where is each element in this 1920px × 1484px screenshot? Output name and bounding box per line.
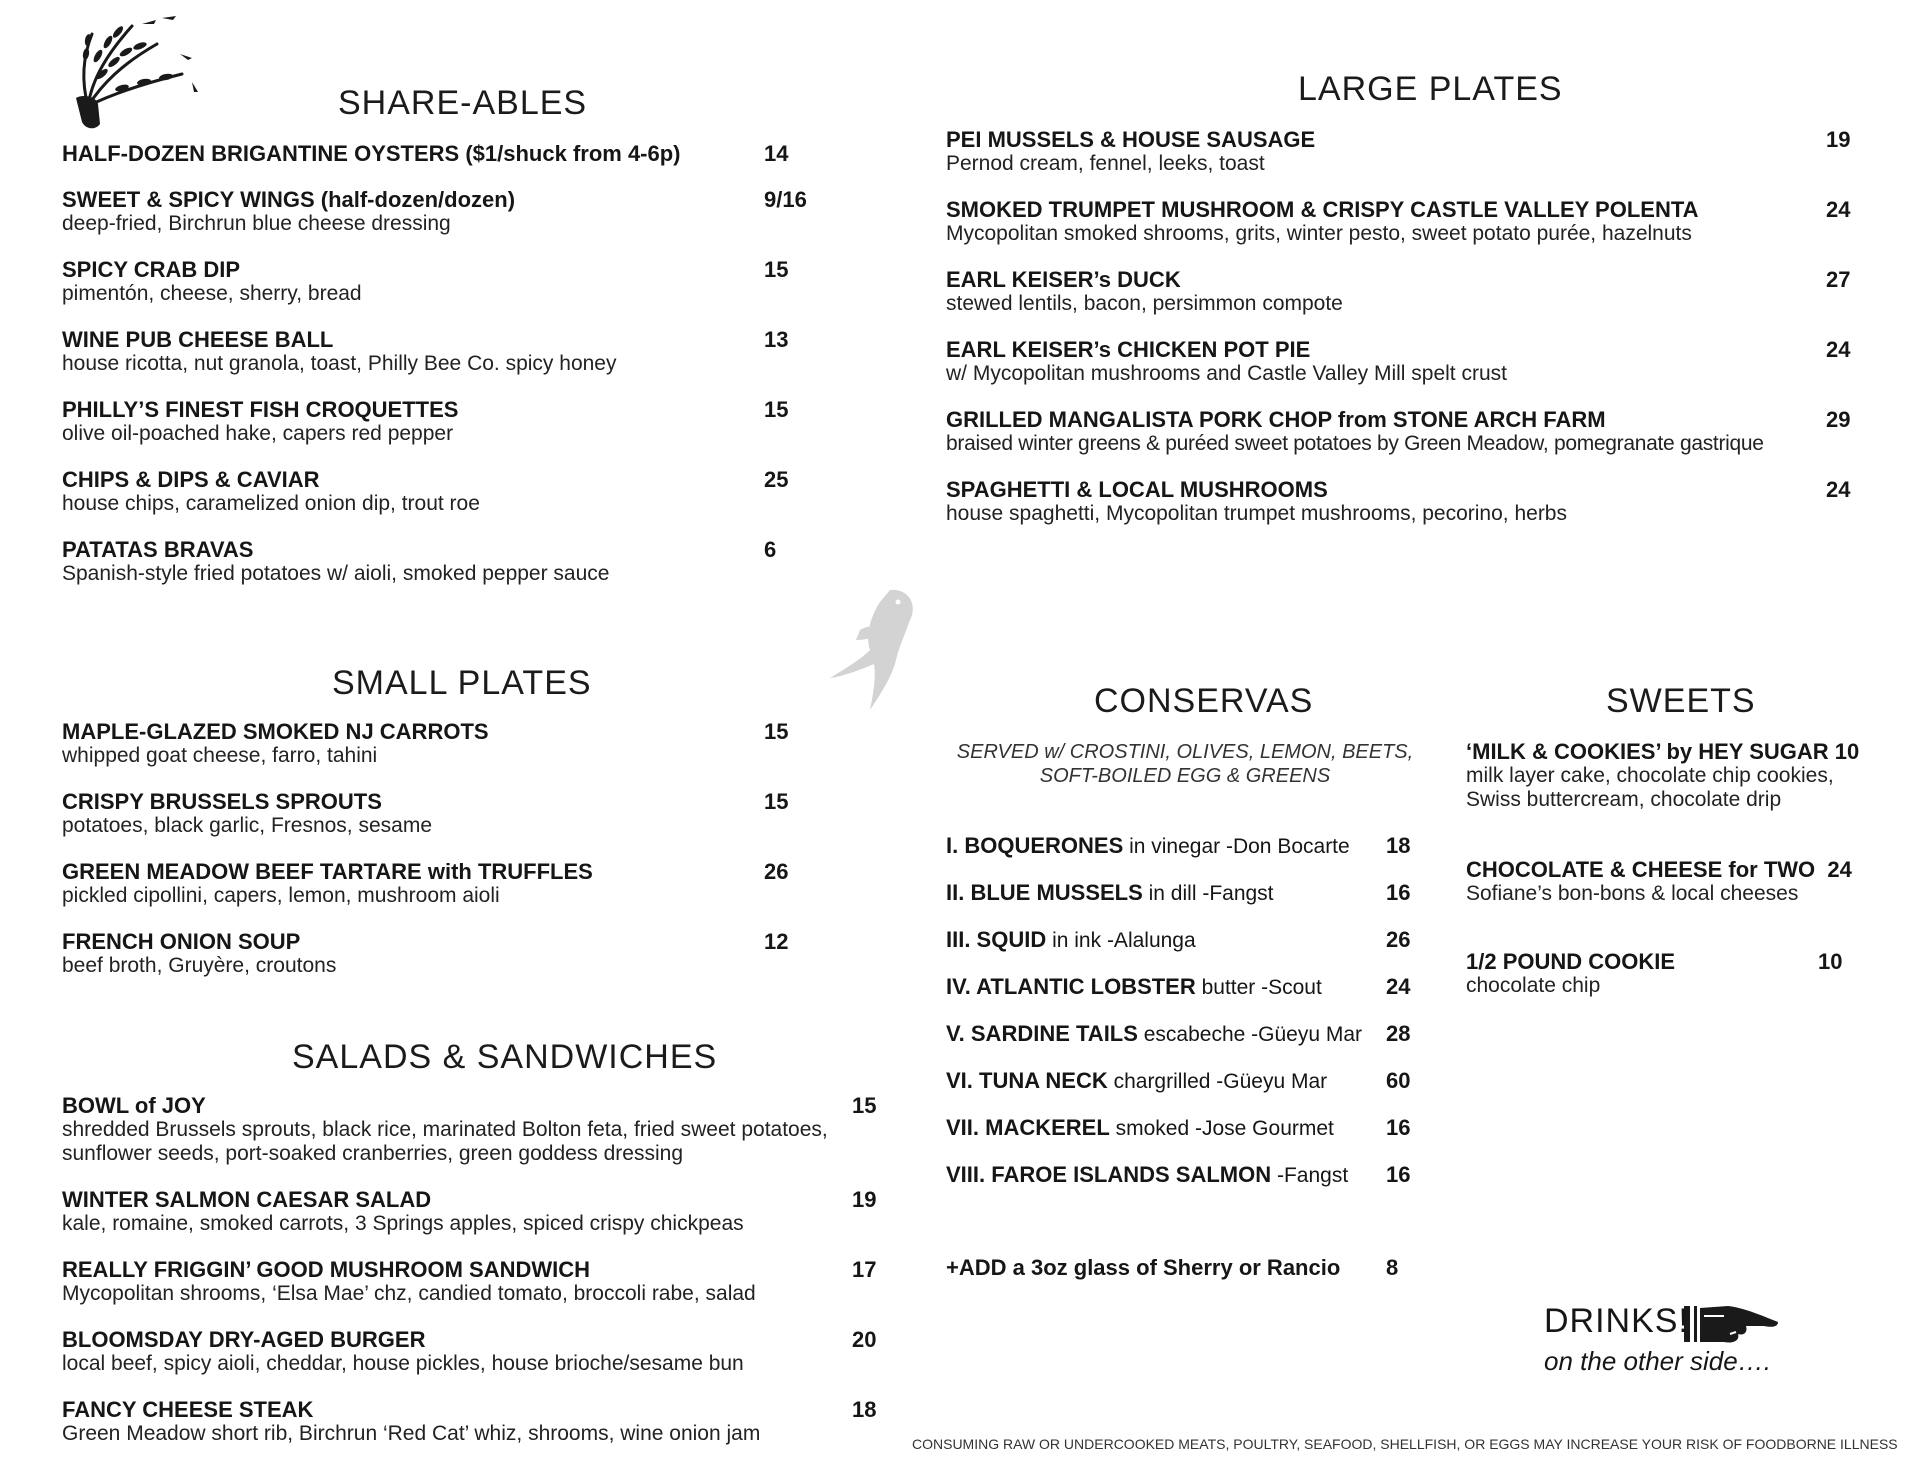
item-name: EARL KEISER’s CHICKEN POT PIE bbox=[946, 337, 1311, 362]
item-description: local beef, spicy aioli, cheddar, house pickles, house brioche/sesame bun bbox=[62, 1352, 744, 1375]
item-price: 10 bbox=[1818, 949, 1843, 974]
conserva-detail: butter -Scout bbox=[1195, 976, 1322, 999]
item-description: Mycopolitan shrooms, ‘Elsa Mae’ chz, candied tomato, broccoli rabe, salad bbox=[62, 1282, 756, 1305]
wheat-hand-icon bbox=[52, 14, 202, 134]
item-description: braised winter greens & puréed sweet potatoes by Green Meadow, pomegranate gastrique bbox=[946, 432, 1764, 455]
item-description: Pernod cream, fennel, leeks, toast bbox=[946, 152, 1265, 175]
add-sherry-label: +ADD a 3oz glass of Sherry or Rancio bbox=[946, 1255, 1341, 1280]
item-description: pimentón, cheese, sherry, bread bbox=[62, 282, 362, 305]
conserva-detail: in vinegar -Don Bocarte bbox=[1123, 835, 1350, 858]
item-name: HALF-DOZEN BRIGANTINE OYSTERS ($1/shuck from 4-6p) bbox=[62, 141, 681, 166]
conserva-detail: escabeche -Güeyu Mar bbox=[1137, 1023, 1363, 1046]
item-name: PATATAS BRAVAS bbox=[62, 537, 254, 562]
conserva-price: 16 bbox=[1386, 1115, 1411, 1140]
item-description: pickled cipollini, capers, lemon, mushroom aioli bbox=[62, 884, 500, 907]
item-name: BOWL of JOY bbox=[62, 1093, 206, 1118]
item-name: EARL KEISER’s DUCK bbox=[946, 267, 1181, 292]
menu-item bbox=[62, 188, 515, 236]
menu-item bbox=[62, 328, 616, 376]
conserva-item bbox=[946, 1069, 1327, 1094]
item-description: Swiss buttercream, chocolate drip bbox=[1466, 788, 1782, 811]
menu-item bbox=[62, 860, 593, 908]
conserva-name: I. BOQUERONES bbox=[946, 833, 1124, 858]
menu-item bbox=[946, 338, 1507, 386]
item-price: 27 bbox=[1826, 267, 1851, 292]
drinks-subtitle: on the other side…. bbox=[1544, 1346, 1771, 1376]
conservas-served-with bbox=[940, 740, 1430, 788]
menu-item bbox=[62, 258, 362, 306]
conserva-price: 18 bbox=[1386, 833, 1411, 858]
menu-item bbox=[62, 398, 458, 446]
item-description: kale, romaine, smoked carrots, 3 Springs apples, spiced crispy chickpeas bbox=[62, 1212, 744, 1235]
menu-item bbox=[946, 408, 1764, 456]
menu-item bbox=[62, 1094, 828, 1166]
item-name-with-price bbox=[1466, 740, 1859, 764]
item-price: 13 bbox=[764, 327, 789, 352]
item-name: CHOCOLATE & CHEESE for TWO bbox=[1466, 857, 1816, 882]
conserva-name: III. SQUID bbox=[946, 927, 1047, 952]
item-description: house chips, caramelized onion dip, trout roe bbox=[62, 492, 480, 515]
item-description: Green Meadow short rib, Birchrun ‘Red Cat’ whiz, shrooms, wine onion jam bbox=[62, 1422, 761, 1445]
menu-item bbox=[946, 268, 1343, 316]
menu-item bbox=[1466, 858, 1852, 906]
item-price: 15 bbox=[852, 1093, 877, 1118]
item-price: 17 bbox=[852, 1257, 877, 1282]
large-plates-title: LARGE PLATES bbox=[1298, 70, 1563, 108]
item-name: PHILLY’S FINEST FISH CROQUETTES bbox=[62, 397, 459, 422]
item-description: w/ Mycopolitan mushrooms and Castle Valley Mill spelt crust bbox=[946, 362, 1507, 385]
conserva-price: 16 bbox=[1386, 880, 1411, 905]
menu-item bbox=[62, 538, 609, 586]
item-price: 24 bbox=[1827, 857, 1852, 882]
item-name: REALLY FRIGGIN’ GOOD MUSHROOM SANDWICH bbox=[62, 1257, 591, 1282]
item-price: 15 bbox=[764, 719, 789, 744]
conservas-title: CONSERVAS bbox=[1094, 682, 1314, 720]
item-name: BLOOMSDAY DRY-AGED BURGER bbox=[62, 1327, 426, 1352]
menu-item bbox=[946, 198, 1699, 246]
item-name: SPICY CRAB DIP bbox=[62, 257, 241, 282]
item-name: 1/2 POUND COOKIE bbox=[1466, 949, 1676, 974]
conserva-name: IV. ATLANTIC LOBSTER bbox=[946, 974, 1196, 999]
item-name: SMOKED TRUMPET MUSHROOM & CRISPY CASTLE VALLEY POLENTA bbox=[946, 197, 1699, 222]
item-name: GREEN MEADOW BEEF TARTARE with TRUFFLES bbox=[62, 859, 593, 884]
conserva-price: 16 bbox=[1386, 1162, 1411, 1187]
item-price: 10 bbox=[1834, 739, 1860, 764]
item-description: chocolate chip bbox=[1466, 974, 1601, 997]
item-name: FANCY CHEESE STEAK bbox=[62, 1397, 314, 1422]
drinks-label: DRINKS! bbox=[1544, 1302, 1689, 1340]
item-description: house ricotta, nut granola, toast, Philly Bee Co. spicy honey bbox=[62, 352, 617, 375]
item-description: milk layer cake, chocolate chip cookies, bbox=[1466, 764, 1834, 787]
menu-item bbox=[62, 790, 432, 838]
item-description: shredded Brussels sprouts, black rice, marinated Bolton feta, fried sweet potatoes, bbox=[62, 1118, 828, 1141]
item-description: whipped goat cheese, farro, tahini bbox=[62, 744, 378, 767]
item-name: GRILLED MANGALISTA PORK CHOP from STONE ARCH FARM bbox=[946, 407, 1606, 432]
menu-item bbox=[62, 142, 681, 166]
item-price: 26 bbox=[764, 859, 789, 884]
item-description: Sofiane’s bon-bons & local cheeses bbox=[1466, 882, 1799, 905]
item-price: 20 bbox=[852, 1327, 877, 1352]
item-price: 9/16 bbox=[764, 187, 807, 212]
conserva-detail: chargrilled -Güeyu Mar bbox=[1107, 1070, 1328, 1093]
item-price: 6 bbox=[764, 537, 777, 562]
menu-item bbox=[62, 468, 480, 516]
conserva-name: VII. MACKEREL bbox=[946, 1115, 1110, 1140]
item-name: PEI MUSSELS & HOUSE SAUSAGE bbox=[946, 127, 1316, 152]
parrot-icon bbox=[830, 580, 920, 720]
item-price: 24 bbox=[1826, 197, 1851, 222]
item-price: 19 bbox=[852, 1187, 877, 1212]
pointing-hand-icon bbox=[1684, 1304, 1780, 1346]
item-name: WINTER SALMON CAESAR SALAD bbox=[62, 1187, 432, 1212]
item-price: 24 bbox=[1826, 337, 1851, 362]
conserva-detail: in ink -Alalunga bbox=[1046, 929, 1196, 952]
item-price: 29 bbox=[1826, 407, 1851, 432]
menu-item bbox=[1466, 950, 1675, 998]
conserva-item bbox=[946, 928, 1196, 953]
conserva-price: 28 bbox=[1386, 1021, 1411, 1046]
item-description: Spanish-style fried potatoes w/ aioli, smoked pepper sauce bbox=[62, 562, 610, 585]
conserva-name: VI. TUNA NECK bbox=[946, 1068, 1108, 1093]
item-description: stewed lentils, bacon, persimmon compote bbox=[946, 292, 1343, 315]
salads-sandwiches-title: SALADS & SANDWICHES bbox=[292, 1038, 718, 1076]
item-name: MAPLE-GLAZED SMOKED NJ CARROTS bbox=[62, 719, 489, 744]
item-description: potatoes, black garlic, Fresnos, sesame bbox=[62, 814, 433, 837]
conserva-item bbox=[946, 1116, 1334, 1141]
item-price: 14 bbox=[764, 141, 789, 166]
served-line: SERVED w/ CROSTINI, OLIVES, LEMON, BEETS, bbox=[956, 741, 1414, 763]
small-plates-title: SMALL PLATES bbox=[332, 664, 592, 702]
item-price: 25 bbox=[764, 467, 789, 492]
item-description: beef broth, Gruyère, croutons bbox=[62, 954, 337, 977]
item-price: 18 bbox=[852, 1397, 877, 1422]
share-ables-title: SHARE-ABLES bbox=[338, 84, 588, 122]
conserva-detail: smoked -Jose Gourmet bbox=[1109, 1117, 1334, 1140]
menu-item bbox=[62, 720, 489, 768]
conserva-item bbox=[946, 1163, 1348, 1188]
conserva-item bbox=[946, 834, 1350, 859]
conserva-price: 24 bbox=[1386, 974, 1411, 999]
item-description: Mycopolitan smoked shrooms, grits, winter pesto, sweet potato purée, hazelnuts bbox=[946, 222, 1692, 245]
item-price: 24 bbox=[1826, 477, 1851, 502]
item-description: olive oil-poached hake, capers red pepper bbox=[62, 422, 454, 445]
conserva-item bbox=[946, 1022, 1362, 1047]
item-price: 19 bbox=[1826, 127, 1851, 152]
menu-item bbox=[62, 1328, 744, 1376]
item-name: SPAGHETTI & LOCAL MUSHROOMS bbox=[946, 477, 1328, 502]
menu-item bbox=[946, 478, 1567, 526]
sweets-title: SWEETS bbox=[1606, 682, 1756, 720]
menu-item bbox=[62, 1398, 760, 1446]
conserva-price: 26 bbox=[1386, 927, 1411, 952]
conserva-item bbox=[946, 975, 1322, 1000]
conserva-name: V. SARDINE TAILS bbox=[946, 1021, 1138, 1046]
foodborne-disclaimer: CONSUMING RAW OR UNDERCOOKED MEATS, POULTRY, SEAFOOD, SHELLFISH, OR EGGS MAY INCREASE YOUR RISK OF FOODBORNE ILLNESS bbox=[912, 1436, 1898, 1452]
item-name-with-price bbox=[1466, 858, 1852, 882]
menu-item bbox=[62, 930, 336, 978]
menu-item bbox=[62, 1188, 744, 1236]
menu-item bbox=[1466, 740, 1859, 812]
menu-item bbox=[62, 1258, 756, 1306]
conserva-price: 60 bbox=[1386, 1068, 1411, 1093]
item-name: ‘MILK & COOKIES’ by HEY SUGAR bbox=[1466, 739, 1829, 764]
conserva-detail: -Fangst bbox=[1271, 1164, 1349, 1187]
item-price: 15 bbox=[764, 397, 789, 422]
item-description: house spaghetti, Mycopolitan trumpet mushrooms, pecorino, herbs bbox=[946, 502, 1567, 525]
item-price: 15 bbox=[764, 257, 789, 282]
add-sherry-price: 8 bbox=[1386, 1255, 1399, 1280]
item-description: sunflower seeds, port-soaked cranberries, green goddess dressing bbox=[62, 1142, 684, 1165]
conserva-detail: in dill -Fangst bbox=[1142, 882, 1274, 905]
item-name: CRISPY BRUSSELS SPROUTS bbox=[62, 789, 382, 814]
item-name: WINE PUB CHEESE BALL bbox=[62, 327, 334, 352]
item-price: 12 bbox=[764, 929, 789, 954]
menu-item bbox=[946, 128, 1315, 176]
conserva-name: II. BLUE MUSSELS bbox=[946, 880, 1143, 905]
item-name: SWEET & SPICY WINGS (half-dozen/dozen) bbox=[62, 187, 516, 212]
item-price: 15 bbox=[764, 789, 789, 814]
item-name: CHIPS & DIPS & CAVIAR bbox=[62, 467, 320, 492]
conserva-item bbox=[946, 881, 1274, 906]
served-line: SOFT-BOILED EGG & GREENS bbox=[1039, 765, 1331, 787]
item-name: FRENCH ONION SOUP bbox=[62, 929, 301, 954]
item-description: deep-fried, Birchrun blue cheese dressing bbox=[62, 212, 451, 235]
conserva-name: VIII. FAROE ISLANDS SALMON bbox=[946, 1162, 1272, 1187]
